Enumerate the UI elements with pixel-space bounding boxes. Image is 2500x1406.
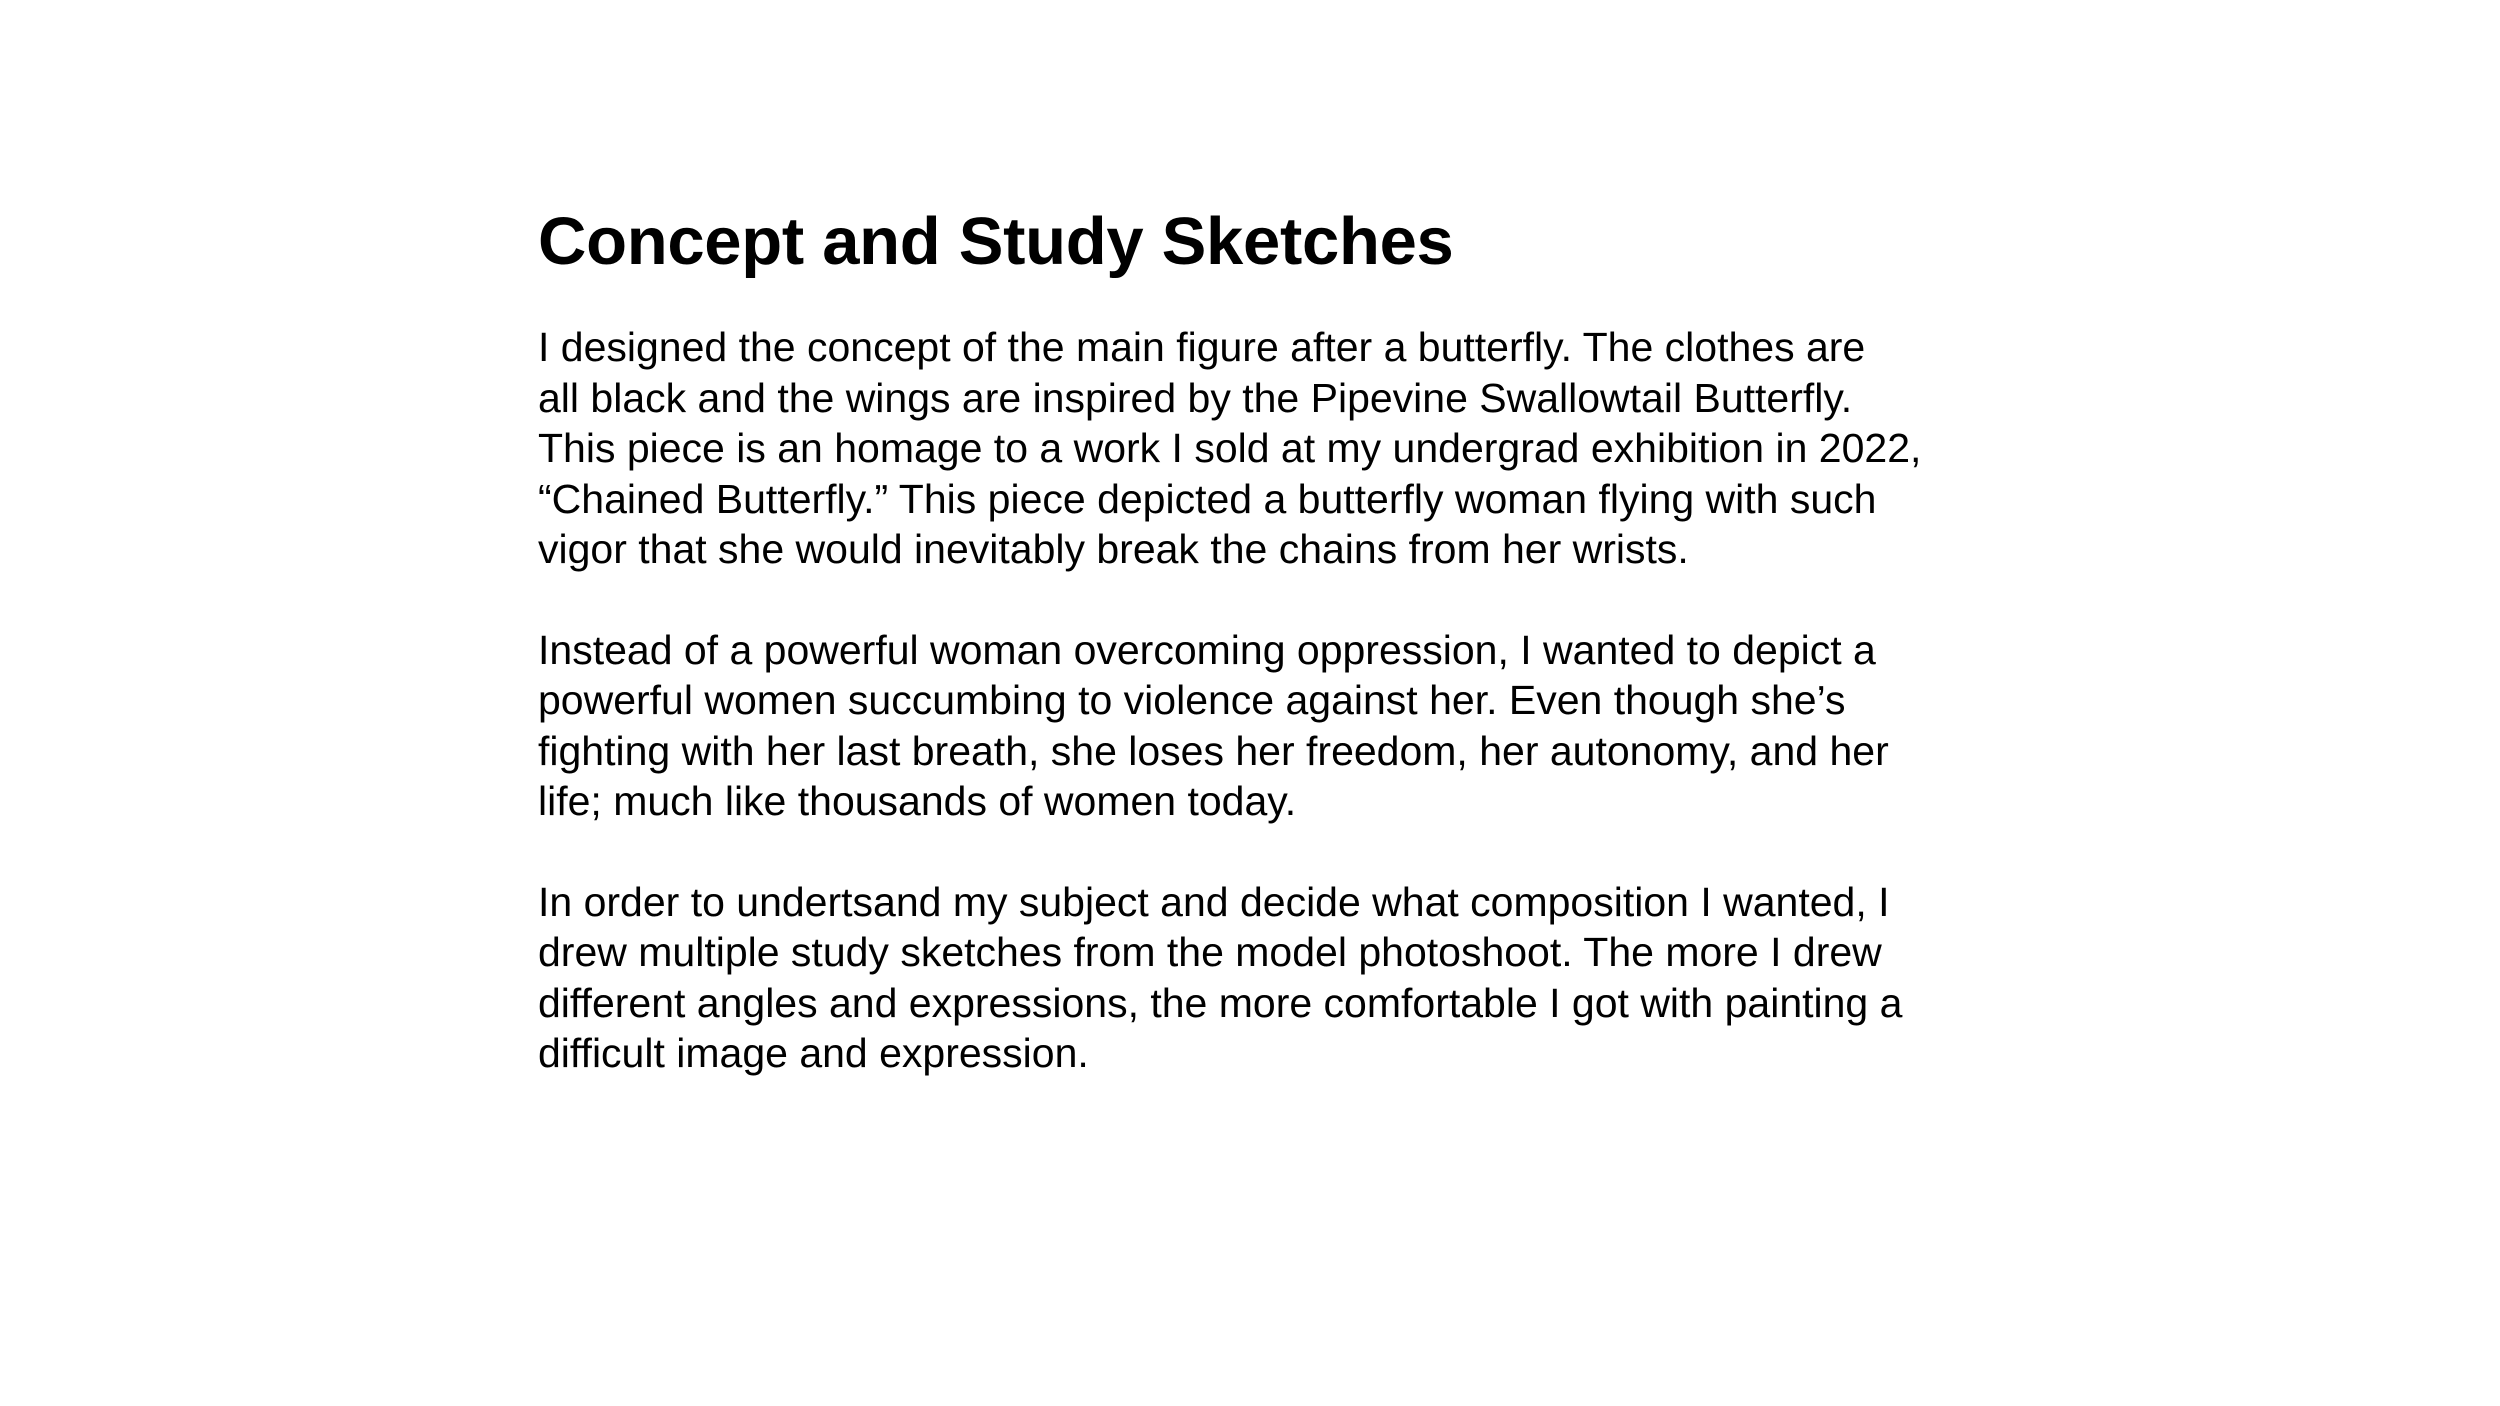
paragraph-butterfly-concept xyxy=(538,322,2018,575)
paragraph-line: life; much like thousands of women today. xyxy=(538,778,1297,824)
paragraph-line: different angles and expressions, the more comfortable I got with painting a xyxy=(538,979,1903,1026)
paragraph-line: fighting with her last breath, she loses her freedom, her autonomy, and her xyxy=(538,727,1889,774)
paragraph-line: difficult image and expression. xyxy=(538,1030,1089,1076)
paragraph-line: “Chained Butterfly.” This piece depicted a butterfly woman flying with such xyxy=(538,475,1877,522)
slide-title: Concept and Study Sketches xyxy=(538,204,1454,279)
slide-content xyxy=(538,202,2018,1079)
paragraph-line: all black and the wings are inspired by the Pipevine Swallowtail Butterfly. xyxy=(538,374,1853,421)
paragraph-violence-theme xyxy=(538,625,2018,827)
paragraph-line: drew multiple study sketches from the model photoshoot. The more I drew xyxy=(538,929,1882,975)
paragraph-line: vigor that she would inevitably break the chains from her wrists. xyxy=(538,526,1689,572)
paragraph-line: I designed the concept of the main figure after a butterfly. The clothes are xyxy=(538,324,1866,370)
paragraph-line: Instead of a powerful woman overcoming oppression, I wanted to depict a xyxy=(538,626,1876,673)
paragraph-study-sketches xyxy=(538,877,2018,1079)
paragraph-line: This piece is an homage to a work I sold at my undergrad exhibition in 2022, xyxy=(538,425,1922,471)
paragraph-line: In order to undertsand my subject and decide what composition I wanted, I xyxy=(538,878,1890,925)
paragraph-line: powerful women succumbing to violence against her. Even though she’s xyxy=(538,677,1846,723)
